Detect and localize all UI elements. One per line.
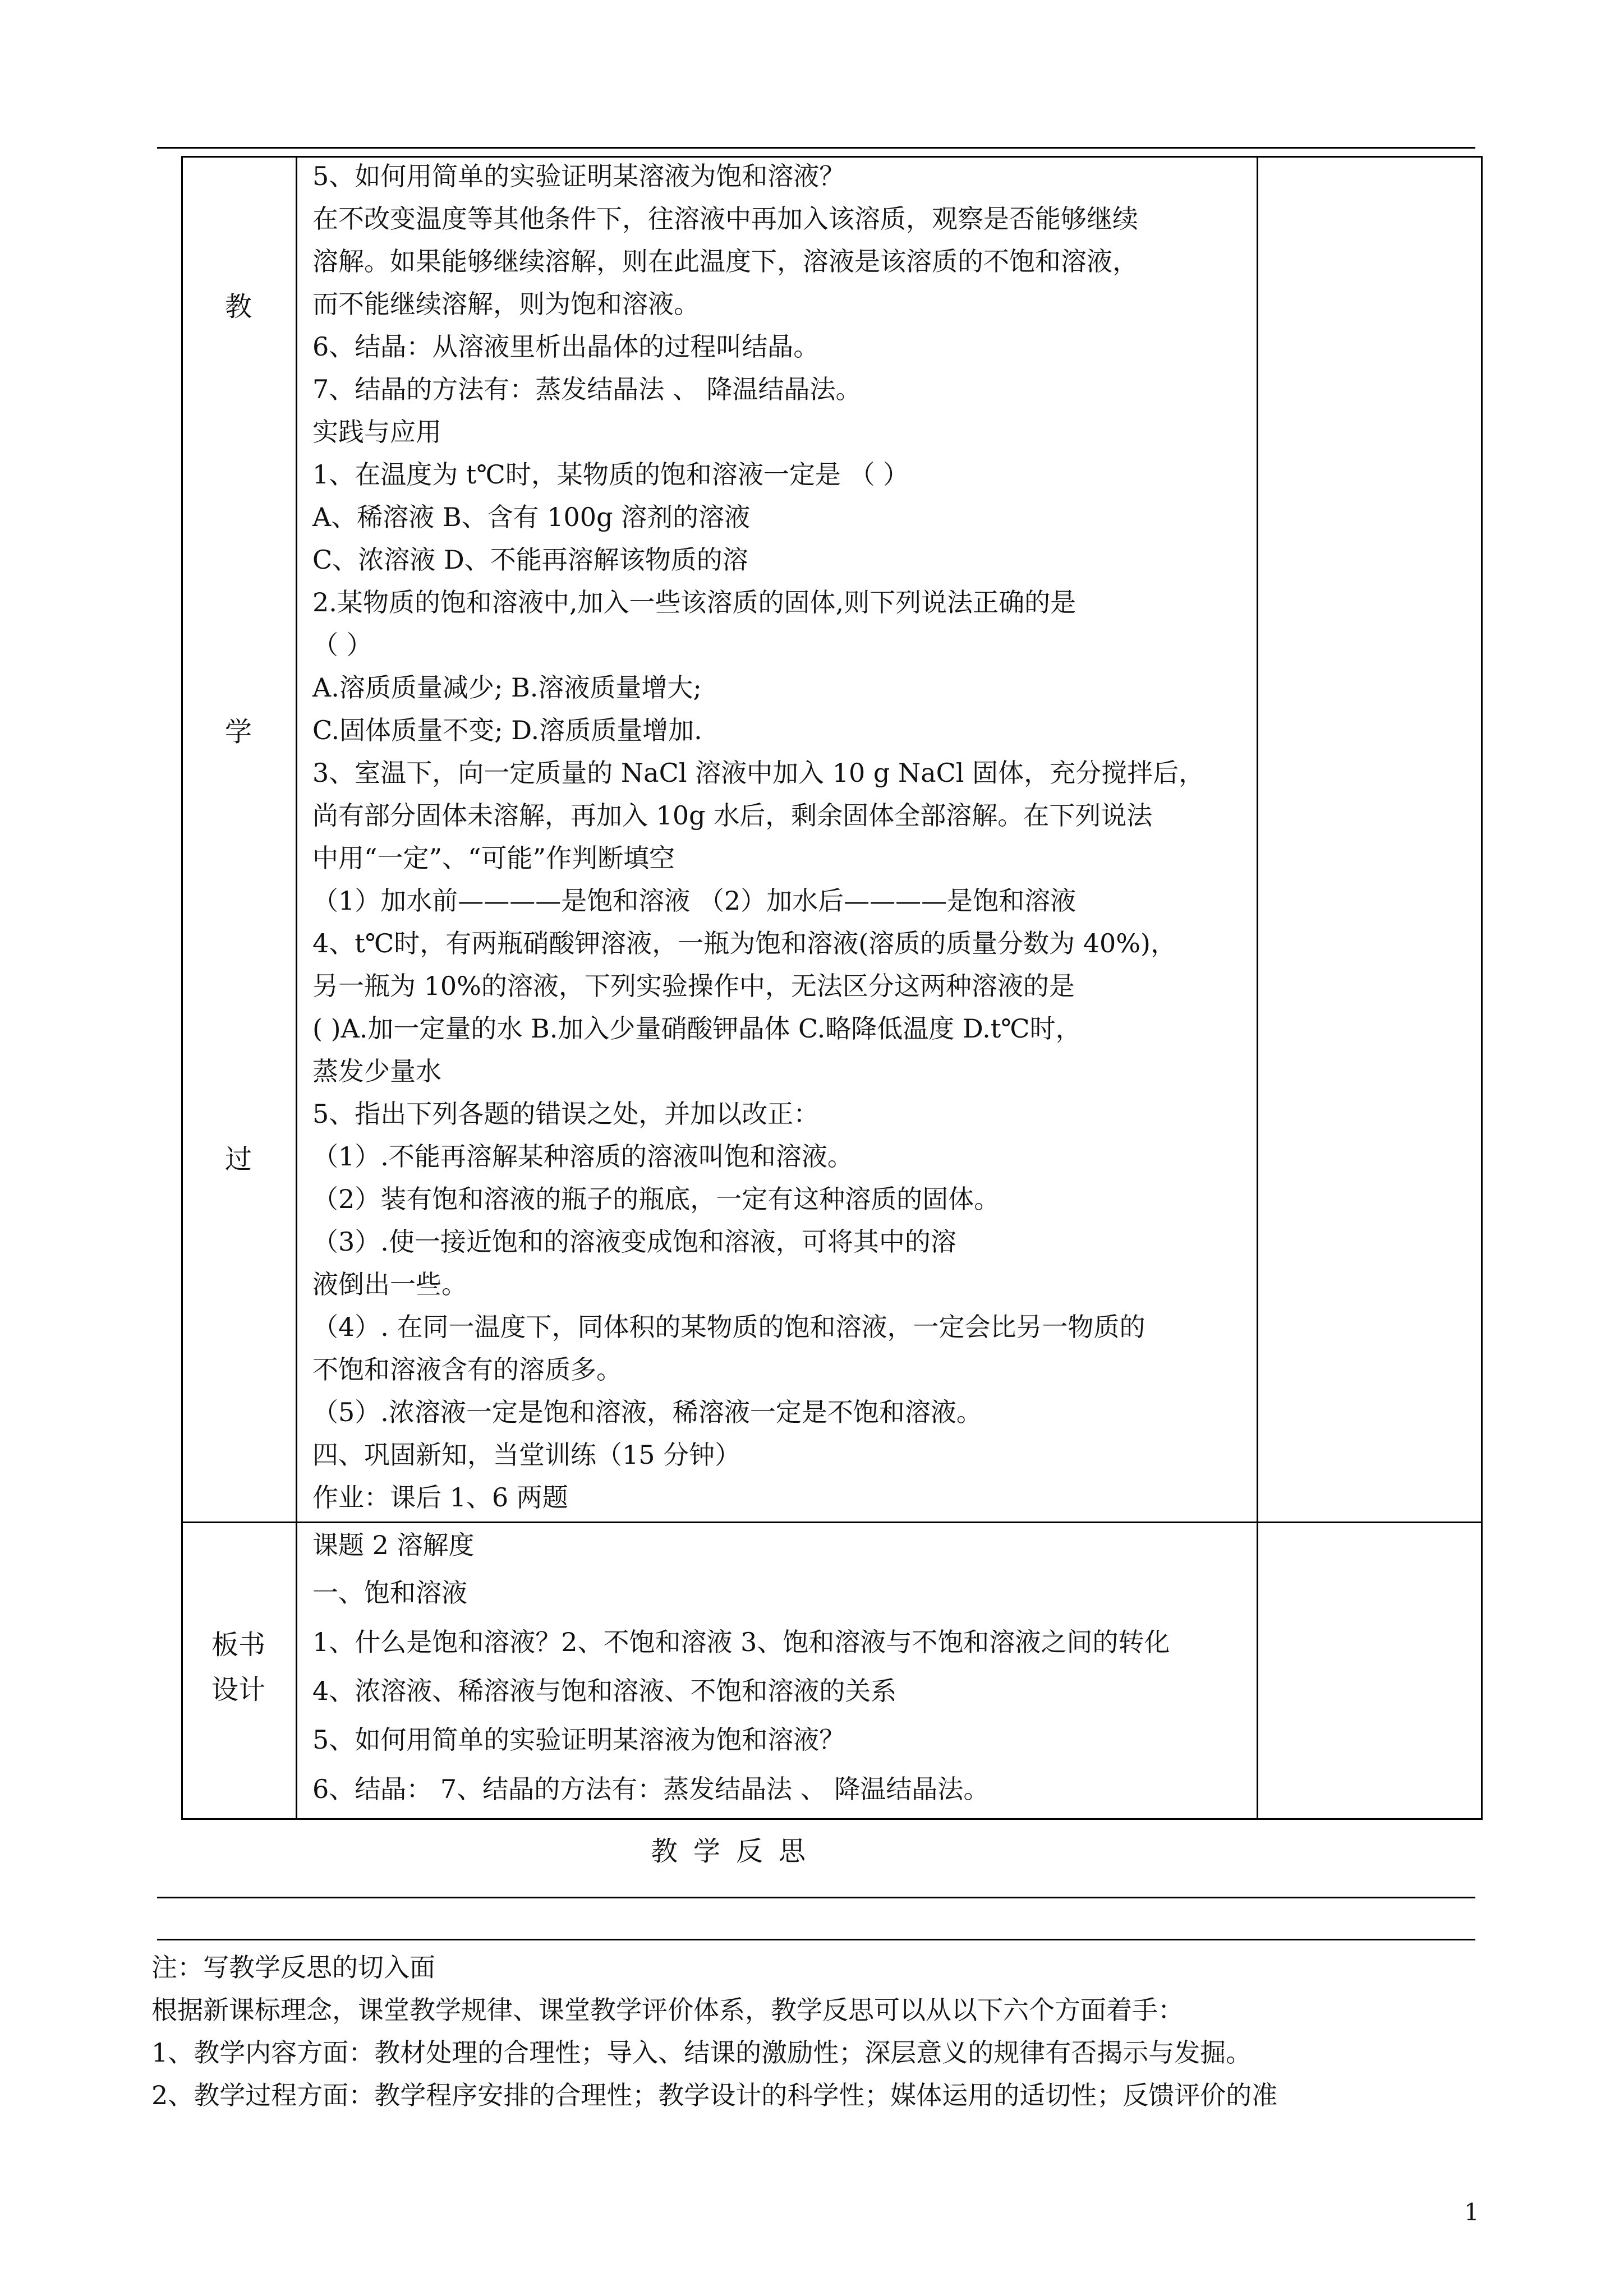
label-guo: 过 [224, 1144, 252, 1175]
text-line: 5、指出下列各题的错误之处，并加以改正： [312, 1099, 820, 1129]
table-row-divider [181, 1522, 1483, 1523]
table-bottom-border [181, 1818, 1483, 1820]
text-line: C、浓溶液 D、不能再溶解该物质的溶 [312, 545, 748, 575]
text-line: 在不改变温度等其他条件下，往溶液中再加入该溶质，观察是否能够继续 [312, 204, 1138, 234]
board-line: 一、饱和溶液 [312, 1578, 467, 1608]
text-line: （3）.使一接近饱和的溶液变成饱和溶液，可将其中的溶 [312, 1227, 956, 1257]
text-line: A、稀溶液 B、含有 100g 溶剂的溶液 [312, 502, 751, 532]
text-line: （5）.浓溶液一定是饱和溶液，稀溶液一定是不饱和溶液。 [312, 1397, 982, 1427]
label-banshu: 板书 [211, 1629, 265, 1661]
text-line: A.溶质质量减少; B.溶液质量增大; [312, 672, 702, 703]
text-line: C.固体质量不变; D.溶质质量增加. [312, 715, 702, 745]
board-line: 5、如何用简单的实验证明某溶液为饱和溶液？ [312, 1725, 845, 1755]
text-line: 3、室温下，向一定质量的 NaCl 溶液中加入 10 g NaCl 固体，充分搅拌后， [312, 758, 1205, 788]
reflection-rule-1 [157, 1897, 1475, 1898]
text-line: 4、t℃时，有两瓶硝酸钾溶液，一瓶为饱和溶液(溶质的质量分数为 40%)， [312, 928, 1176, 958]
text-line: 溶解。如果能够继续溶解，则在此温度下，溶液是该溶质的不饱和溶液， [312, 246, 1138, 276]
board-line: 4、浓溶液、稀溶液与饱和溶液、不饱和溶液的关系 [312, 1676, 897, 1706]
text-line: 尚有部分固体未溶解，再加入 10g 水后，剩余固体全部溶解。在下列说法 [312, 800, 1153, 831]
label-xue: 学 [224, 716, 252, 748]
note-line: 根据新课标理念，课堂教学规律、课堂教学评价体系，教学反思可以从以下六个方面着手： [151, 1995, 1184, 2025]
text-line: （1）加水前————是饱和溶液 （2）加水后————是饱和溶液 [312, 886, 1076, 916]
note-line: 2、教学过程方面：教学程序安排的合理性；教学设计的科学性；媒体运用的适切性；反馈评价的准 [151, 2080, 1278, 2110]
text-line: （1）.不能再溶解某种溶质的溶液叫饱和溶液。 [312, 1141, 853, 1172]
text-line: （ ） [312, 630, 372, 660]
label-sheji: 设计 [211, 1674, 265, 1705]
text-line: 作业：课后 1、6 两题 [312, 1482, 568, 1513]
table-top-border [181, 156, 1483, 158]
board-line: 1、什么是饱和溶液？2、不饱和溶液 3、饱和溶液与不饱和溶液之间的转化 [312, 1627, 1170, 1657]
top-rule [157, 147, 1475, 149]
text-line: 液倒出一些。 [312, 1269, 467, 1299]
reflection-rule-2 [157, 1939, 1475, 1940]
page-number: 1 [1464, 2198, 1479, 2226]
subheading: 实践与应用 [312, 417, 441, 447]
text-line: 中用“一定”、“可能”作判断填空 [312, 843, 675, 873]
note-line: 1、教学内容方面：教材处理的合理性；导入、结课的激励性；深层意义的规律有否揭示与发掘。 [151, 2037, 1252, 2068]
text-line: 6、结晶：从溶液里析出晶体的过程叫结晶。 [312, 331, 820, 362]
table-col-divider-2 [1257, 156, 1258, 1820]
board-line: 课题 2 溶解度 [312, 1530, 475, 1560]
board-line: 6、结晶： 7、结晶的方法有：蒸发结晶法 、 降温结晶法。 [312, 1774, 990, 1804]
text-line: （2）装有饱和溶液的瓶子的瓶底，一定有这种溶质的固体。 [312, 1184, 1000, 1214]
reflection-title: 教学反思 [651, 1836, 822, 1867]
text-line: 而不能继续溶解，则为饱和溶液。 [312, 289, 700, 319]
text-line: 2.某物质的饱和溶液中,加入一些该溶质的固体,则下列说法正确的是 [312, 587, 1076, 617]
text-line: 5、如何用简单的实验证明某溶液为饱和溶液？ [312, 161, 845, 191]
note-heading: 注：写教学反思的切入面 [151, 1952, 435, 1983]
text-line: 另一瓶为 10%的溶液，下列实验操作中，无法区分这两种溶液的是 [312, 971, 1075, 1001]
text-line: 7、结晶的方法有：蒸发结晶法 、 降温结晶法。 [312, 374, 862, 404]
text-line: 1、在温度为 t℃时，某物质的饱和溶液一定是 （ ） [312, 459, 909, 490]
label-jiao: 教 [224, 291, 252, 322]
text-line: 不饱和溶液含有的溶质多。 [312, 1354, 622, 1385]
text-line: ( )A.加一定量的水 B.加入少量硝酸钾晶体 C.略降低温度 D.t℃时， [312, 1013, 1082, 1044]
table-col-divider-1 [296, 156, 297, 1820]
text-line: 四、巩固新知，当堂训练（15 分钟） [312, 1440, 741, 1470]
table-right-border [1481, 156, 1483, 1820]
text-line: 蒸发少量水 [312, 1056, 441, 1086]
text-line: （4）. 在同一温度下，同体积的某物质的饱和溶液，一定会比另一物质的 [312, 1312, 1145, 1342]
table-left-border [181, 156, 183, 1820]
